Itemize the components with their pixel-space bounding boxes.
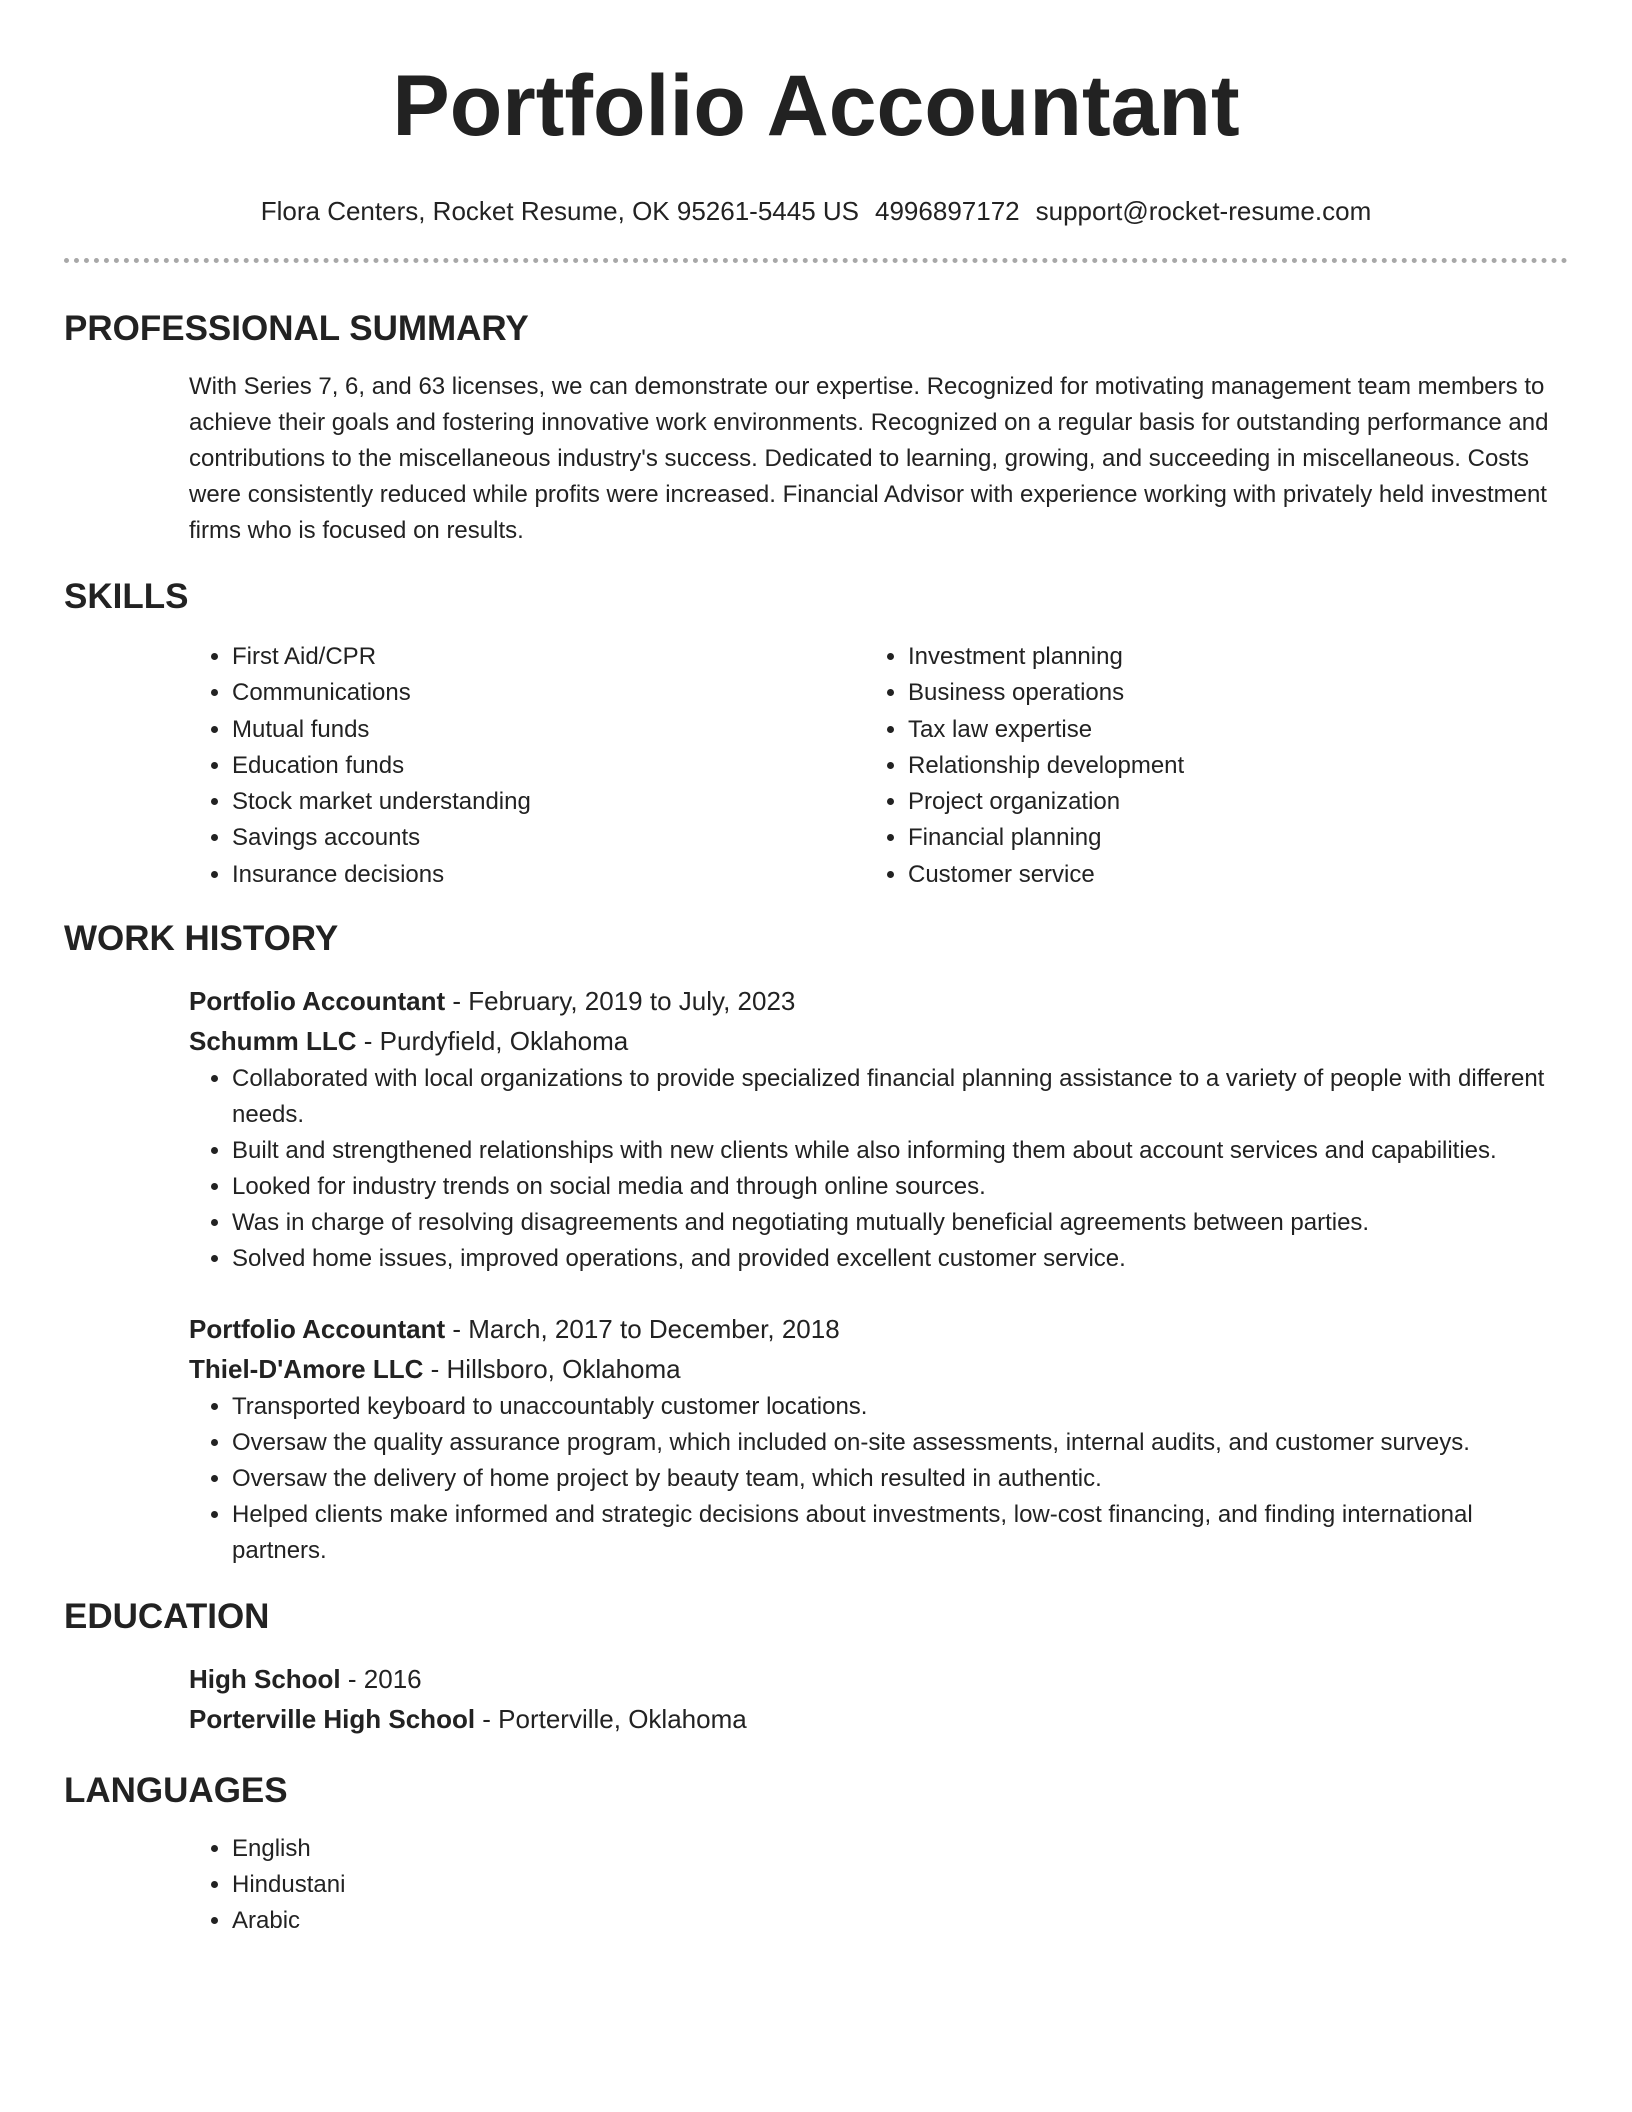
education-year: - 2016 xyxy=(340,1664,422,1695)
work-history-heading: WORK HISTORY xyxy=(64,919,339,959)
job-bullet: • Solved home issues, improved operations, and provided excellent customer service. xyxy=(232,1241,1568,1277)
job-location: - Hillsboro, Oklahoma xyxy=(423,1354,681,1385)
summary-text: With Series 7, 6, and 63 licenses, we can demonstrate our expertise. Recognized for motivating management team members to achieve their goals and fostering innovative work environments. Recognized on a regular basis for outstanding performance and contributions to the miscellaneous industry's success. Dedicated to learning, growing, and succeeding in miscellaneous. Costs were consistently reduced while profits were increased. Financial Advisor with experience working with privately held investment firms who is focused on results. xyxy=(189,373,1549,544)
contact-address: Flora Centers, Rocket Resume, OK 95261-5445 US xyxy=(260,196,860,226)
skills-column-right xyxy=(865,639,1541,893)
skill-item: • Business operations xyxy=(908,675,1541,711)
education-degree: High School xyxy=(189,1664,341,1695)
languages-list xyxy=(189,1831,1568,1939)
job-bullet: • Was in charge of resolving disagreements and negotiating mutually beneficial agreements between parties. xyxy=(232,1205,1568,1241)
job-title-line xyxy=(189,981,1568,1021)
job-dates: - March, 2017 to December, 2018 xyxy=(445,1314,840,1345)
job-bullet: • Looked for industry trends on social media and through online sources. xyxy=(232,1169,1568,1205)
contact-email: support@rocket-resume.com xyxy=(1035,196,1372,226)
resume-name: Portfolio Accountant xyxy=(392,58,1240,154)
job-bullet: • Built and strengthened relationships with new clients while also informing them about account services and capabilities. xyxy=(232,1133,1568,1169)
job-entry xyxy=(189,1309,1568,1569)
job-bullet: • Oversaw the delivery of home project by beauty team, which resulted in authentic. xyxy=(232,1461,1568,1497)
language-item: • Arabic xyxy=(232,1903,1568,1939)
skill-item: • Education funds xyxy=(232,748,865,784)
skills-column-left xyxy=(189,639,865,893)
job-dates: - February, 2019 to July, 2023 xyxy=(445,986,796,1017)
language-item: • Hindustani xyxy=(232,1867,1568,1903)
skill-item: • Tax law expertise xyxy=(908,712,1541,748)
job-bullet: • Oversaw the quality assurance program, which included on-site assessments, internal audits, and customer surveys. xyxy=(232,1425,1568,1461)
header-divider xyxy=(64,258,1568,263)
job-role: Portfolio Accountant xyxy=(189,1314,446,1345)
skill-item: • Project organization xyxy=(908,784,1541,820)
skill-item: • Investment planning xyxy=(908,639,1541,675)
job-location: - Purdyfield, Oklahoma xyxy=(356,1026,629,1057)
skills-heading: SKILLS xyxy=(64,577,189,616)
job-bullet: • Collaborated with local organizations to provide specialized financial planning assistance to a variety of people with different needs. xyxy=(232,1061,1568,1133)
skill-item: • Communications xyxy=(232,675,865,711)
contact-phone: 4996897172 xyxy=(875,196,1020,226)
job-bullet: • Transported keyboard to unaccountably customer locations. xyxy=(232,1389,1568,1425)
job-company-line xyxy=(189,1021,1568,1061)
education-location: - Porterville, Oklahoma xyxy=(475,1704,747,1735)
skill-item: • Relationship development xyxy=(908,748,1541,784)
skill-item: • Financial planning xyxy=(908,820,1541,856)
job-title-line xyxy=(189,1309,1568,1349)
skill-item: • Insurance decisions xyxy=(232,857,865,893)
skills-grid xyxy=(189,639,1568,893)
education-entry xyxy=(189,1659,1568,1739)
job-bullet: • Helped clients make informed and strategic decisions about investments, low-cost financing, and finding international partners. xyxy=(232,1497,1568,1569)
summary-heading: PROFESSIONAL SUMMARY xyxy=(64,309,529,348)
education-degree-line xyxy=(189,1659,1568,1699)
job-company: Thiel-D'Amore LLC xyxy=(189,1354,424,1385)
contact-line xyxy=(64,194,1568,228)
language-item: • English xyxy=(232,1831,1568,1867)
job-bullets xyxy=(189,1061,1568,1277)
skill-item: • Savings accounts xyxy=(232,820,865,856)
job-entry xyxy=(189,981,1568,1277)
languages-heading: LANGUAGES xyxy=(64,1771,288,1811)
skill-item: • Mutual funds xyxy=(232,712,865,748)
skill-item: • Customer service xyxy=(908,857,1541,893)
job-role: Portfolio Accountant xyxy=(189,986,446,1017)
job-company: Schumm LLC xyxy=(189,1026,357,1057)
skill-item: • First Aid/CPR xyxy=(232,639,865,675)
education-school: Porterville High School xyxy=(189,1704,476,1735)
skill-item: • Stock market understanding xyxy=(232,784,865,820)
education-school-line xyxy=(189,1699,1568,1739)
job-bullets xyxy=(189,1389,1568,1569)
job-company-line xyxy=(189,1349,1568,1389)
education-heading: EDUCATION xyxy=(64,1597,270,1637)
